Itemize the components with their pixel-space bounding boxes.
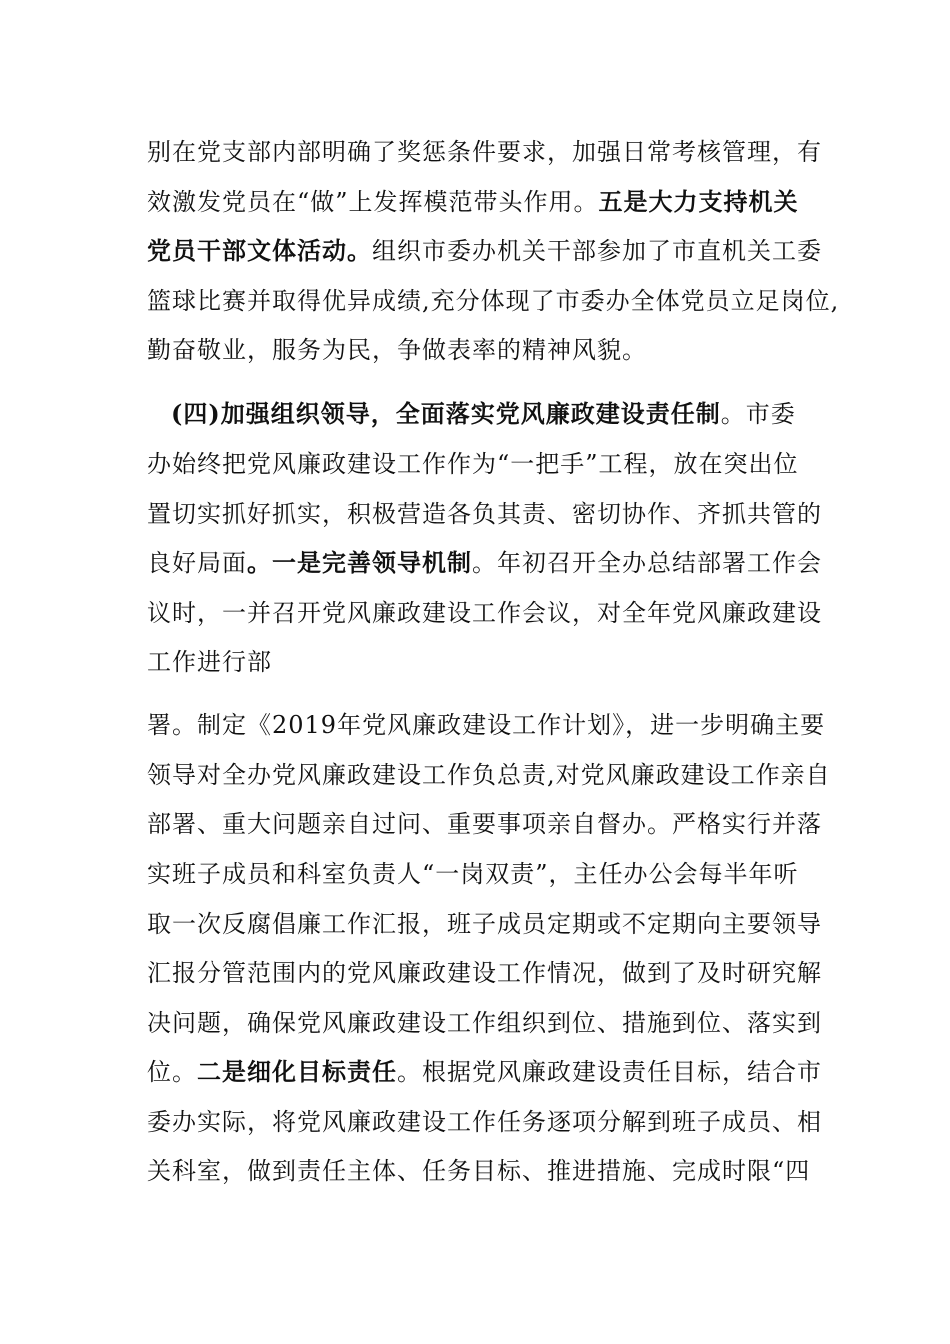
text-run: 位。 <box>147 1058 197 1086</box>
text-run: 。年初召开全办总结部署工作会 <box>472 549 822 577</box>
text-run: 置切实抓好抓实，积极营造各负其责、密切协作、齐抓共管的 <box>147 500 822 528</box>
text-line <box>147 760 831 790</box>
text-line <box>147 859 807 889</box>
section-heading-line <box>171 399 807 429</box>
bold-heading-run: 五是大力支持机关 <box>598 187 799 216</box>
text-line <box>147 449 807 479</box>
text-line <box>147 598 822 628</box>
text-line <box>147 647 807 677</box>
text-run: 良好局面 <box>147 549 247 577</box>
text-run: 决问题，确保党风廉政建设工作组织到位、措施到位、落实到 <box>147 1009 822 1037</box>
text-run: 组织市委办机关干部参加了市直机关工委 <box>372 237 822 265</box>
text-line <box>147 286 840 316</box>
text-line <box>147 499 822 529</box>
text-line <box>147 187 807 217</box>
text-run: 关科室，做到责任主体、任务目标、推进措施、完成时限“四 <box>147 1157 811 1185</box>
text-run: 别在党支部内部明确了奖惩条件要求，加强日常考核管理，有 <box>147 138 822 166</box>
text-run: 署。制定《2019年党风廉政建设工作计划》，进一步明确主要 <box>147 711 826 739</box>
text-line <box>147 548 822 578</box>
text-run: 工作进行部 <box>147 648 272 676</box>
text-run: 部署、重大问题亲自过问、重要事项亲自督办。严格实行并落 <box>147 810 822 838</box>
bold-heading-run: 。一是完善领导机制 <box>247 548 472 577</box>
bold-heading-run: 二是细化目标责任 <box>197 1057 397 1086</box>
text-line <box>147 809 822 839</box>
text-line <box>147 958 822 988</box>
text-line <box>147 335 807 365</box>
section-heading: (四)加强组织领导，全面落实党风廉政建设责任制 <box>171 399 721 428</box>
text-line <box>147 1008 822 1038</box>
bold-heading-run: 党员干部文体活动。 <box>147 236 372 265</box>
text-run: 篮球比赛并取得优异成绩,充分体现了市委办全体党员立足岗位, <box>147 287 840 315</box>
text-line <box>147 1057 822 1087</box>
text-line <box>147 909 822 939</box>
text-line <box>147 1156 811 1186</box>
text-run: 取一次反腐倡廉工作汇报，班子成员定期或不定期向主要领导 <box>147 910 822 938</box>
text-run: 委办实际，将党风廉政建设工作任务逐项分解到班子成员、相 <box>147 1108 822 1136</box>
text-run: 汇报分管范围内的党风廉政建设工作情况，做到了及时研究解 <box>147 959 822 987</box>
text-line <box>147 710 826 740</box>
text-run: 效激发党员在“做”上发挥模范带头作用。 <box>147 188 599 216</box>
text-run: 。市委 <box>720 400 796 428</box>
text-run: 办始终把党风廉政建设工作作为“一把手”工程，放在突出位 <box>147 450 799 478</box>
text-run: 实班子成员和科室负责人“一岗双责”，主任办公会每半年听 <box>147 860 799 888</box>
text-line <box>147 137 822 167</box>
text-line <box>147 236 822 266</box>
text-run: 勤奋敬业，服务为民，争做表率的精神风貌。 <box>147 336 647 364</box>
text-run: 议时，一并召开党风廉政建设工作会议，对全年党风廉政建设 <box>147 599 822 627</box>
text-line <box>147 1107 822 1137</box>
text-run: 。根据党风廉政建设责任目标，结合市 <box>397 1058 822 1086</box>
text-run: 领导对全办党风廉政建设工作负总责,对党风廉政建设工作亲自 <box>147 761 831 789</box>
